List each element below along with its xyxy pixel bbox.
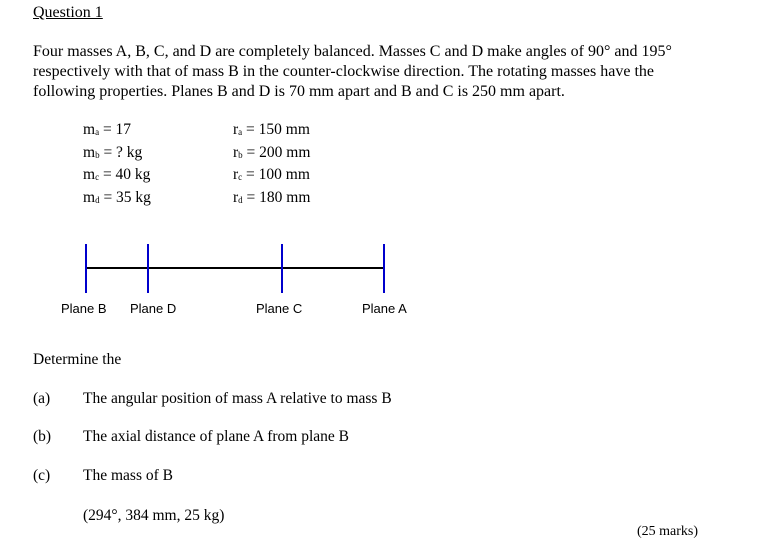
question-c-text: The mass of B [83, 467, 173, 484]
plane-d-label: Plane D [130, 301, 177, 316]
radius-a: $r_a = 150$ mm [233, 121, 310, 138]
statement-line: following properties. Planes B and D is 70 mm apart and B and C is 250 mm apart. [33, 83, 565, 100]
radius-c: $r_c = 100$ mm [233, 166, 310, 183]
marks-label: (25 marks) [637, 524, 699, 539]
determine-label: Determine the [33, 351, 122, 368]
question-b-text: The axial distance of plane A from plane B [83, 428, 349, 445]
question-b-letter: (b) [33, 428, 52, 445]
plane-b-label: Plane B [61, 301, 107, 316]
radius-d: $r_d = 180$ mm [233, 188, 311, 206]
question-a-letter: (a) [33, 390, 51, 407]
question-a-text: The angular position of mass A relative to mass B [83, 390, 392, 407]
answers: (294°, 384 mm, 25 kg) [83, 507, 225, 524]
mass-d: $m_d = 35$ kg [83, 188, 151, 206]
statement-line: respectively with that of mass B in the counter-clockwise direction. The rotating masses have the [33, 63, 654, 80]
radius-b: $r_b = 200$ mm [233, 143, 311, 161]
mass-c: $m_c = 40$ kg [83, 166, 151, 183]
plane-c-label: Plane C [256, 301, 303, 316]
plane-a-label: Plane A [362, 301, 407, 316]
statement-line: Four masses A, B, C, and D are completely balanced. Masses C and D make angles of 90° and 195° [33, 43, 672, 60]
mass-b: $m_b$ = ? kg [83, 143, 143, 161]
question-c-letter: (c) [33, 467, 51, 484]
mass-a: $m_a = 17$ [83, 121, 132, 138]
question-title: Question 1 [33, 4, 103, 21]
